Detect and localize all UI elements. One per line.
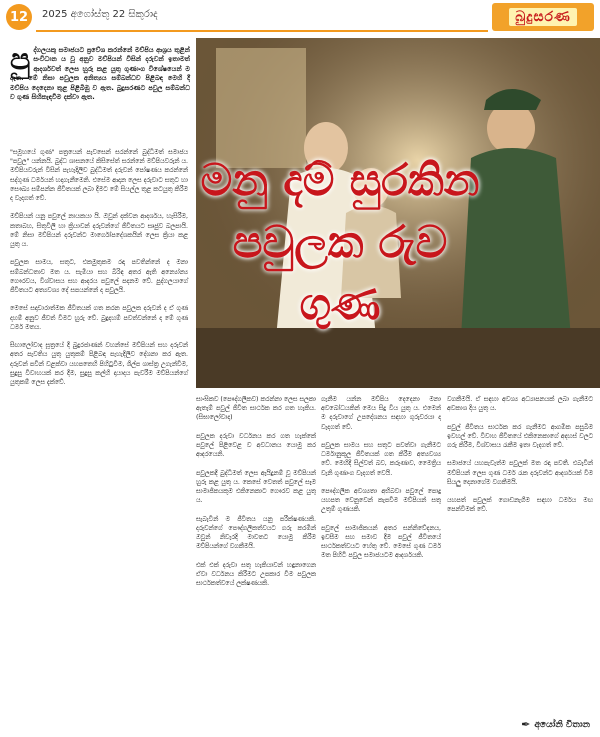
author-name: අයෝනි විතාන	[534, 719, 590, 730]
publication-logo	[492, 3, 594, 31]
body-column-2: සාංඝිකව (පෞද්ගලිකව) කරන්නා ලෙස සලකා ඇතැම් පවුල් ජීවිත සාර්ථක කර ගත හැකිය. (සිඝාලෝවාද) පවුලක දරුවා වර්ධනය කර ගත හැක්කේ පවුලේ පිළිවෙළ ව අවධානය යොමු කර ආදරයෙනි. පවුලකදී බුද්ධිමත් ලෙස ඇයිදුනම් වූ මව්පියන් හුරු කළ යුතු ය. කෙසේ වෙතත් පවුලේ සෑම සාමාජිකයකුම එකිනෙකාට ගෞරව කළ යුතු ය. සැබැවින් ම ජීවිතය යනු පරීක්ෂණයකි. දරුවන්ගේ පෞද්ගලිකත්වයට ගරු කරමින් ඔවුන් නිවැරදි මාවතට යොමු කිරීම මව්පියන්ගේ වගකීමයි. එක් එක් දරුවා සතු හැකියාවන් හඳුනාගෙන ඒවා වර්ධනය කිරීමට උපකාර වීම පවුලක සාර්ථකත්වයේ ලක්ෂණයකි.	[196, 396, 316, 588]
page-header	[0, 0, 600, 36]
issue-date: 2025 අගෝස්තු 22 සිකුරාද	[42, 9, 158, 20]
drop-cap: පු	[10, 42, 31, 77]
body-column-1: "සමූහයේ ගුණ" පත්‍රයෙන් පැවසෙන් සරන්නේ බුද්ධිමත් සමාජය "පවුල" යන්නයි. බුද්ධ ශාසනයේ කිසිසේත් සරන්නේ මව්පියවරුන් ය. මව්පියවරුන් විසින් පැහැදිලිව බුද්ධිමත් දරුවන් පෝෂණය කරන්නේ සද්ගුණ ධර්මයන් හදාගැනීමෙනි. එසේම ආදාන ලෙස දරුවාට සතුට හා සෞඛ්‍ය සම්පන්න ජීවිතයක් ලබා දීමට මේ සියල්ල තුළ කටයුතු කිරීම ද වැදගත් වේ. මව්පියන් යනු පවුලේ නායකයා යි. ඔවුන් දක්වන ආදර්ශය, හැසිරීම, කතාබහ, සිතුවිලි හා ක්‍රියාවන් දරුවන්ගේ ජීවිතයට සෘජුව බලපායි. මේ නිසා මව්පියන් දරුවන්ට මාර්ගෝපදේශකයින් ලෙස ක්‍රියා කළ යුතු ය. පවුලක සාමය, සතුට, එකමුතුකම රඳා පවතින්නේ ද මනා සම්බන්ධතාව මත ය. සැමියා සහ බිරිඳ අතර ඇති අන්‍යෝන්‍ය ගෞරවය, විශ්වාසය සහ ආදරය පවුලේ පදනම වේ. පුද්ගලයාගේ ජීවිතයට අත්‍යවශ්‍ය දේ සපයන්නේ ද පවුලයි. මෙසේ සදාචාරාත්මක ජීවිතයක් ගත කරන පවුලක දරුවන් ද ඒ ගුණ දහම් අනුව ජීවත් වීමට හුරු වේ. බුදුදහම් පවත්වන්නේ ද මේ ගුණ ධර්ම මතය. සිඟාලෝවාද සූත්‍රයේ දී බුදුරජාණන් වහන්සේ මව්පියන් සහ දරුවන් අතර පැවතිය යුතු යුතුකම් පිළිබඳ පැහැදිලිව දේශනා කර ඇත. දරුවන් පවින් වළක්වා යහපතෙහි පිහිටුවීම, ශිල්ප ශාස්ත්‍ර උගැන්වීම, සුදුසු විවාහයක් කර දීම, සුදුසු කල්හි දායාදය පැවරීම මව්පියන්ගේ යුතුකම් ලෙස දැක්වේ.	[10, 149, 188, 387]
body-column-4: වගකීමයි. ඒ සඳහා අවශ්‍ය අධ්‍යාපනයක් ලබා ගැනීමට අවකාශ දිය යුතු ය. පවුල් ජීවිතය සාර්ථක කර ගැනීමට ආගමික පසුබිම ඉවහල් වේ. විවාහ ජීවිතයේ එකිනෙකාගේ අදහස් වලට ගරු කිරීම, විශ්වාසය රැකීම ඉතා වැදගත් වේ. සමාජයේ යහපැවැත්ම පවුලක් මත රඳා පවතී. එබැවින් මව්පියන් ලෙස ගුණ ධර්ම රැක දරුවන්ට ආදර්ශයක් වීම සියලු දෙනාගේම වගකීමයි. යහපත් පවුලක් ගොඩනැගීම සඳහා ධර්මය මඟ පෙන්වීමක් වේ.	[447, 396, 593, 514]
title-line-1: මනු දම් සුරකින	[200, 155, 480, 206]
header-divider	[36, 30, 488, 32]
publication-logo-text: බුදුසරණ	[509, 8, 576, 26]
title-line-2: පවුලක රුව ගුණ	[232, 217, 448, 330]
intro-text: ද්ගලයකු සමාජයට ප්‍රවේශ කරන්නේ මව්පිය ආශ්‍රය තුළින් සංවිධාන ය වූ අනුව මව්පියන් විසින් දරුවන් ඉතාමත් ආදර්ශවත් ලෙස හුරු කළ යුතු ගුණාංග විශේෂයෙන් ම ඇත. මේ නිසා පවුලක අනිත්‍යය සම්බන්ධව පිළිබඳ මෙහි දී මව්පිය දෙදෙනා තුළ පිළිබිඹු ව ඇත. බුදුසරණට පවුල සම්බන්ධ ව ගුණ සිහිකැඳවීම දක්වා ඇත.	[10, 46, 190, 102]
body-column-3: ගැනීම යන්න මව්පිය දෙදෙනා මනා අවබෝධයකින් මෙය සිදු විය යුතු ය. එමෙන් ම දරුවාගේ උපදේශනය සඳහා ගුරුවරයා ද වැදගත් වේ. පවුලක සාමය සහ සතුට පවත්වා ගැනීමට ධර්මානුකූල ජීවිතයක් ගත කිරීම අත්‍යවශ්‍ය වේ. මෙහිදී සිල්වත් බව, කරුණාව, මෛත්‍රිය වැනි ගුණාංග වැදගත් වෙයි. පෞද්ගලික අවශ්‍යතා අභිබවා පවුලේ පොදු යහපත වෙනුවෙන් කැපවීම මව්පියන් සතු උතුම් ගුණයකි. පවුලේ සාමාජිකයන් අතර සන්නිවේදනය, ඉවසීම සහ සමාව දීම පවුල් ජීවිතයේ සාර්ථකත්වයට හේතු වේ. මෙසේ ගුණ ධර්ම මත පිහිටි පවුල සමාජයටම ආදර්ශයකි.	[321, 396, 441, 560]
page-number: 12	[6, 4, 32, 30]
article-intro	[10, 42, 190, 144]
author-byline	[521, 718, 590, 731]
article-title	[200, 150, 480, 336]
pen-icon: ✒	[521, 718, 531, 731]
